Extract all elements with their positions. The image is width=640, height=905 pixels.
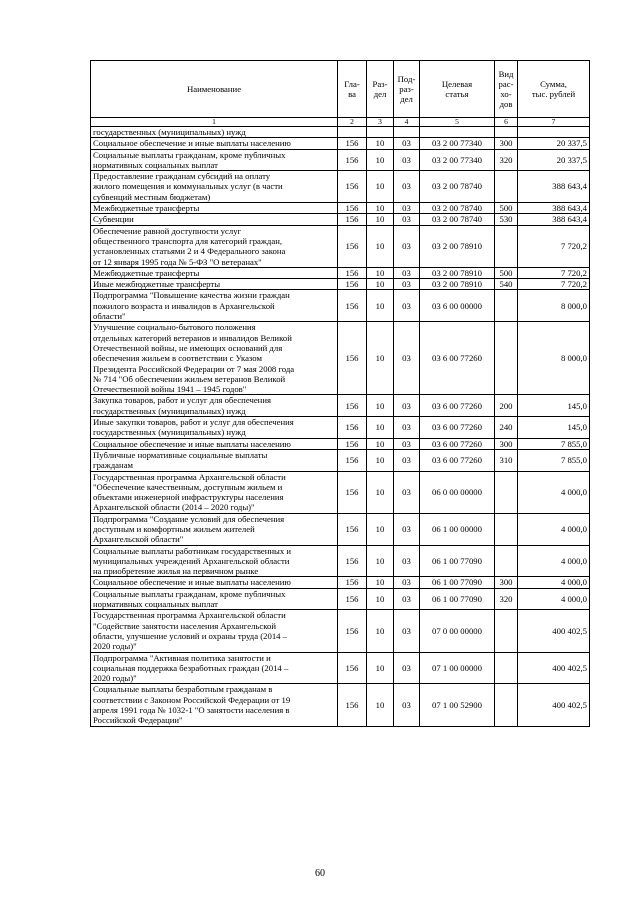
row-name: Субвенции xyxy=(91,214,338,225)
column-number: 2 xyxy=(338,118,367,127)
row-statya: 06 1 00 77090 xyxy=(420,588,495,610)
row-razdel: 10 xyxy=(367,471,394,513)
row-podrazdel: 03 xyxy=(394,471,420,513)
row-statya: 03 6 00 77260 xyxy=(420,449,495,471)
header-podrazdel: Под- раз- дел xyxy=(394,61,420,118)
table-row xyxy=(91,225,590,267)
table-row xyxy=(91,279,590,290)
table-row xyxy=(91,171,590,203)
table-row xyxy=(91,417,590,439)
row-razdel: 10 xyxy=(367,149,394,171)
row-vid: 300 xyxy=(495,577,518,588)
row-summa: 4 000,0 xyxy=(518,577,590,588)
row-podrazdel: 03 xyxy=(394,214,420,225)
row-podrazdel: 03 xyxy=(394,438,420,449)
row-name: Социальное обеспечение и иные выплаты населению xyxy=(91,438,338,449)
row-name: Межбюджетные трансферты xyxy=(91,267,338,278)
row-vid: 310 xyxy=(495,449,518,471)
row-summa: 8 000,0 xyxy=(518,290,590,322)
row-razdel: 10 xyxy=(367,652,394,684)
row-vid xyxy=(495,471,518,513)
row-razdel: 10 xyxy=(367,417,394,439)
row-statya: 07 1 00 00000 xyxy=(420,652,495,684)
row-name: Социальные выплаты гражданам, кроме публичных нормативных социальных выплат xyxy=(91,588,338,610)
row-summa: 145,0 xyxy=(518,395,590,417)
row-vid: 240 xyxy=(495,417,518,439)
row-name: Социальное обеспечение и иные выплаты населению xyxy=(91,577,338,588)
row-statya: 03 2 00 78910 xyxy=(420,225,495,267)
row-statya: 03 2 00 77340 xyxy=(420,138,495,149)
row-summa: 20 337,5 xyxy=(518,138,590,149)
row-glava: 156 xyxy=(338,395,367,417)
row-razdel: 10 xyxy=(367,588,394,610)
row-vid: 300 xyxy=(495,138,518,149)
table-row xyxy=(91,449,590,471)
row-statya: 03 6 00 77260 xyxy=(420,438,495,449)
row-glava: 156 xyxy=(338,267,367,278)
row-glava: 156 xyxy=(338,290,367,322)
row-name: Подпрограмма "Создание условий для обеспечения доступным и комфортным жильем жителей Архангельской области" xyxy=(91,513,338,545)
row-podrazdel: 03 xyxy=(394,652,420,684)
row-glava: 156 xyxy=(338,610,367,652)
table-row xyxy=(91,684,590,726)
row-name: Подпрограмма "Активная политика занятости и социальная поддержка безработных граждан (2014 – 2020 годы)" xyxy=(91,652,338,684)
row-razdel: 10 xyxy=(367,203,394,214)
row-statya: 06 1 00 77090 xyxy=(420,577,495,588)
row-summa: 400 402,5 xyxy=(518,684,590,726)
row-summa: 145,0 xyxy=(518,417,590,439)
budget-table xyxy=(90,60,590,727)
row-statya: 03 6 00 77260 xyxy=(420,417,495,439)
table-row xyxy=(91,577,590,588)
row-summa: 7 855,0 xyxy=(518,449,590,471)
table-row xyxy=(91,395,590,417)
row-podrazdel: 03 xyxy=(394,610,420,652)
row-glava: 156 xyxy=(338,438,367,449)
row-podrazdel: 03 xyxy=(394,171,420,203)
row-summa: 7 720,2 xyxy=(518,267,590,278)
row-glava: 156 xyxy=(338,652,367,684)
row-vid: 320 xyxy=(495,588,518,610)
row-podrazdel xyxy=(394,127,420,138)
table-row xyxy=(91,290,590,322)
row-razdel: 10 xyxy=(367,449,394,471)
row-name: Социальные выплаты работникам государственных и муниципальных учреждений Архангельской области на приобретение жилья на первичном рынке xyxy=(91,545,338,577)
row-razdel: 10 xyxy=(367,513,394,545)
row-name: Государственная программа Архангельской области "Содействие занятости населения Архангельской области, улучшение условий и охраны труда (2014 – 2020 годы)" xyxy=(91,610,338,652)
row-podrazdel: 03 xyxy=(394,279,420,290)
row-razdel: 10 xyxy=(367,290,394,322)
row-razdel: 10 xyxy=(367,171,394,203)
row-statya: 03 6 00 00000 xyxy=(420,290,495,322)
column-number: 4 xyxy=(394,118,420,127)
table-row xyxy=(91,322,590,395)
table-row xyxy=(91,203,590,214)
column-number: 5 xyxy=(420,118,495,127)
row-glava: 156 xyxy=(338,417,367,439)
row-summa: 7 720,2 xyxy=(518,279,590,290)
row-name: Предоставление гражданам субсидий на оплату жилого помещения и коммунальных услуг (в части субвенций местным бюджетам) xyxy=(91,171,338,203)
row-podrazdel: 03 xyxy=(394,545,420,577)
header-vid: Вид рас- хо- дов xyxy=(495,61,518,118)
row-statya: 03 2 00 78740 xyxy=(420,203,495,214)
row-glava: 156 xyxy=(338,588,367,610)
column-number: 7 xyxy=(518,118,590,127)
row-razdel: 10 xyxy=(367,545,394,577)
row-name: государственных (муниципальных) нужд xyxy=(91,127,338,138)
column-number: 6 xyxy=(495,118,518,127)
row-name: Иные межбюджетные трансферты xyxy=(91,279,338,290)
table-header-row xyxy=(91,61,590,118)
table-row xyxy=(91,267,590,278)
row-razdel: 10 xyxy=(367,322,394,395)
page-number: 60 xyxy=(315,868,325,879)
row-vid xyxy=(495,171,518,203)
row-vid: 300 xyxy=(495,438,518,449)
row-glava xyxy=(338,127,367,138)
row-razdel: 10 xyxy=(367,684,394,726)
row-razdel: 10 xyxy=(367,279,394,290)
table-row xyxy=(91,214,590,225)
row-name: Социальные выплаты безработным гражданам в соответствии с Законом Российской Федерации от 19 апреля 1991 года № 1032-1 "О занятости населения в Российской Федерации" xyxy=(91,684,338,726)
row-summa: 4 000,0 xyxy=(518,588,590,610)
row-podrazdel: 03 xyxy=(394,267,420,278)
row-name: Государственная программа Архангельской области "Обеспечение качественным, доступным жильем и объектами инженерной инфраструктуры населения Архангельской области (2014 – 2020 годы)" xyxy=(91,471,338,513)
row-podrazdel: 03 xyxy=(394,449,420,471)
header-name: Наименование xyxy=(91,61,338,118)
row-vid xyxy=(495,225,518,267)
row-podrazdel: 03 xyxy=(394,417,420,439)
row-name: Межбюджетные трансферты xyxy=(91,203,338,214)
row-summa: 388 643,4 xyxy=(518,214,590,225)
table-row xyxy=(91,471,590,513)
row-glava: 156 xyxy=(338,171,367,203)
table-row xyxy=(91,588,590,610)
row-summa: 400 402,5 xyxy=(518,610,590,652)
row-vid: 530 xyxy=(495,214,518,225)
row-name: Иные закупки товаров, работ и услуг для обеспечения государственных (муниципальных) нужд xyxy=(91,417,338,439)
row-podrazdel: 03 xyxy=(394,138,420,149)
row-glava: 156 xyxy=(338,279,367,290)
row-summa: 20 337,5 xyxy=(518,149,590,171)
row-podrazdel: 03 xyxy=(394,395,420,417)
header-summa: Сумма, тыс. рублей xyxy=(518,61,590,118)
row-statya: 06 1 00 00000 xyxy=(420,513,495,545)
row-name: Социальное обеспечение и иные выплаты населению xyxy=(91,138,338,149)
row-statya: 07 1 00 52900 xyxy=(420,684,495,726)
row-glava: 156 xyxy=(338,684,367,726)
row-vid xyxy=(495,610,518,652)
header-statya: Целевая статья xyxy=(420,61,495,118)
row-glava: 156 xyxy=(338,513,367,545)
table-row xyxy=(91,438,590,449)
row-statya: 03 2 00 78740 xyxy=(420,214,495,225)
column-number: 3 xyxy=(367,118,394,127)
row-statya: 03 2 00 77340 xyxy=(420,149,495,171)
table-row xyxy=(91,149,590,171)
row-summa xyxy=(518,127,590,138)
row-summa: 388 643,4 xyxy=(518,171,590,203)
row-glava: 156 xyxy=(338,203,367,214)
row-vid xyxy=(495,545,518,577)
row-summa: 7 720,2 xyxy=(518,225,590,267)
row-razdel: 10 xyxy=(367,225,394,267)
row-razdel: 10 xyxy=(367,267,394,278)
row-statya: 07 0 00 00000 xyxy=(420,610,495,652)
row-podrazdel: 03 xyxy=(394,322,420,395)
row-podrazdel: 03 xyxy=(394,203,420,214)
row-glava: 156 xyxy=(338,225,367,267)
row-vid: 320 xyxy=(495,149,518,171)
row-razdel: 10 xyxy=(367,577,394,588)
column-number: 1 xyxy=(91,118,338,127)
row-name: Улучшение социально-бытового положения отдельных категорий ветеранов и инвалидов Великой Отечественной войны, не имеющих оснований для обеспечения жильем в соответствии с Указом Президента Российской Федерации от 7 мая 2008 года № 714 "Об обеспечении жильем ветеранов Великой Отечественной войны 1941 – 1945 годов" xyxy=(91,322,338,395)
row-name: Социальные выплаты гражданам, кроме публичных нормативных социальных выплат xyxy=(91,149,338,171)
row-summa: 388 643,4 xyxy=(518,203,590,214)
row-summa: 8 000,0 xyxy=(518,322,590,395)
table-row xyxy=(91,127,590,138)
row-vid xyxy=(495,127,518,138)
table-row xyxy=(91,513,590,545)
row-razdel: 10 xyxy=(367,138,394,149)
row-name: Закупка товаров, работ и услуг для обеспечения государственных (муниципальных) нужд xyxy=(91,395,338,417)
row-podrazdel: 03 xyxy=(394,588,420,610)
row-vid xyxy=(495,652,518,684)
row-podrazdel: 03 xyxy=(394,513,420,545)
row-glava: 156 xyxy=(338,545,367,577)
header-glava: Гла- ва xyxy=(338,61,367,118)
row-summa: 7 855,0 xyxy=(518,438,590,449)
row-statya: 03 2 00 78740 xyxy=(420,171,495,203)
row-name: Подпрограмма "Повышение качества жизни граждан пожилого возраста и инвалидов в Архангельской области" xyxy=(91,290,338,322)
row-summa: 4 000,0 xyxy=(518,545,590,577)
row-podrazdel: 03 xyxy=(394,684,420,726)
row-podrazdel: 03 xyxy=(394,149,420,171)
row-statya xyxy=(420,127,495,138)
row-razdel: 10 xyxy=(367,438,394,449)
table-row xyxy=(91,652,590,684)
row-podrazdel: 03 xyxy=(394,577,420,588)
row-vid: 200 xyxy=(495,395,518,417)
row-glava: 156 xyxy=(338,471,367,513)
row-razdel: 10 xyxy=(367,395,394,417)
row-summa: 4 000,0 xyxy=(518,513,590,545)
row-statya: 06 0 00 00000 xyxy=(420,471,495,513)
row-glava: 156 xyxy=(338,577,367,588)
row-razdel: 10 xyxy=(367,610,394,652)
table-row xyxy=(91,545,590,577)
row-name: Обеспечение равной доступности услуг общественного транспорта для категорий граждан, установленных статьями 2 и 4 Федерального закона от 12 января 1995 года № 5-ФЗ "О ветеранах" xyxy=(91,225,338,267)
table-row xyxy=(91,610,590,652)
row-podrazdel: 03 xyxy=(394,290,420,322)
row-glava: 156 xyxy=(338,214,367,225)
table-body xyxy=(91,127,590,727)
column-number-row xyxy=(91,118,590,127)
row-summa: 400 402,5 xyxy=(518,652,590,684)
row-summa: 4 000,0 xyxy=(518,471,590,513)
table-row xyxy=(91,138,590,149)
row-vid xyxy=(495,513,518,545)
row-vid: 500 xyxy=(495,203,518,214)
row-vid xyxy=(495,322,518,395)
row-podrazdel: 03 xyxy=(394,225,420,267)
row-glava: 156 xyxy=(338,149,367,171)
header-razdel: Раз- дел xyxy=(367,61,394,118)
row-statya: 03 6 00 77260 xyxy=(420,322,495,395)
row-statya: 03 2 00 78910 xyxy=(420,267,495,278)
row-name: Публичные нормативные социальные выплаты гражданам xyxy=(91,449,338,471)
row-vid xyxy=(495,290,518,322)
row-glava: 156 xyxy=(338,138,367,149)
row-razdel: 10 xyxy=(367,214,394,225)
row-statya: 06 1 00 77090 xyxy=(420,545,495,577)
row-glava: 156 xyxy=(338,449,367,471)
row-statya: 03 6 00 77260 xyxy=(420,395,495,417)
row-statya: 03 2 00 78910 xyxy=(420,279,495,290)
row-vid: 540 xyxy=(495,279,518,290)
row-glava: 156 xyxy=(338,322,367,395)
row-razdel xyxy=(367,127,394,138)
row-vid: 500 xyxy=(495,267,518,278)
row-vid xyxy=(495,684,518,726)
